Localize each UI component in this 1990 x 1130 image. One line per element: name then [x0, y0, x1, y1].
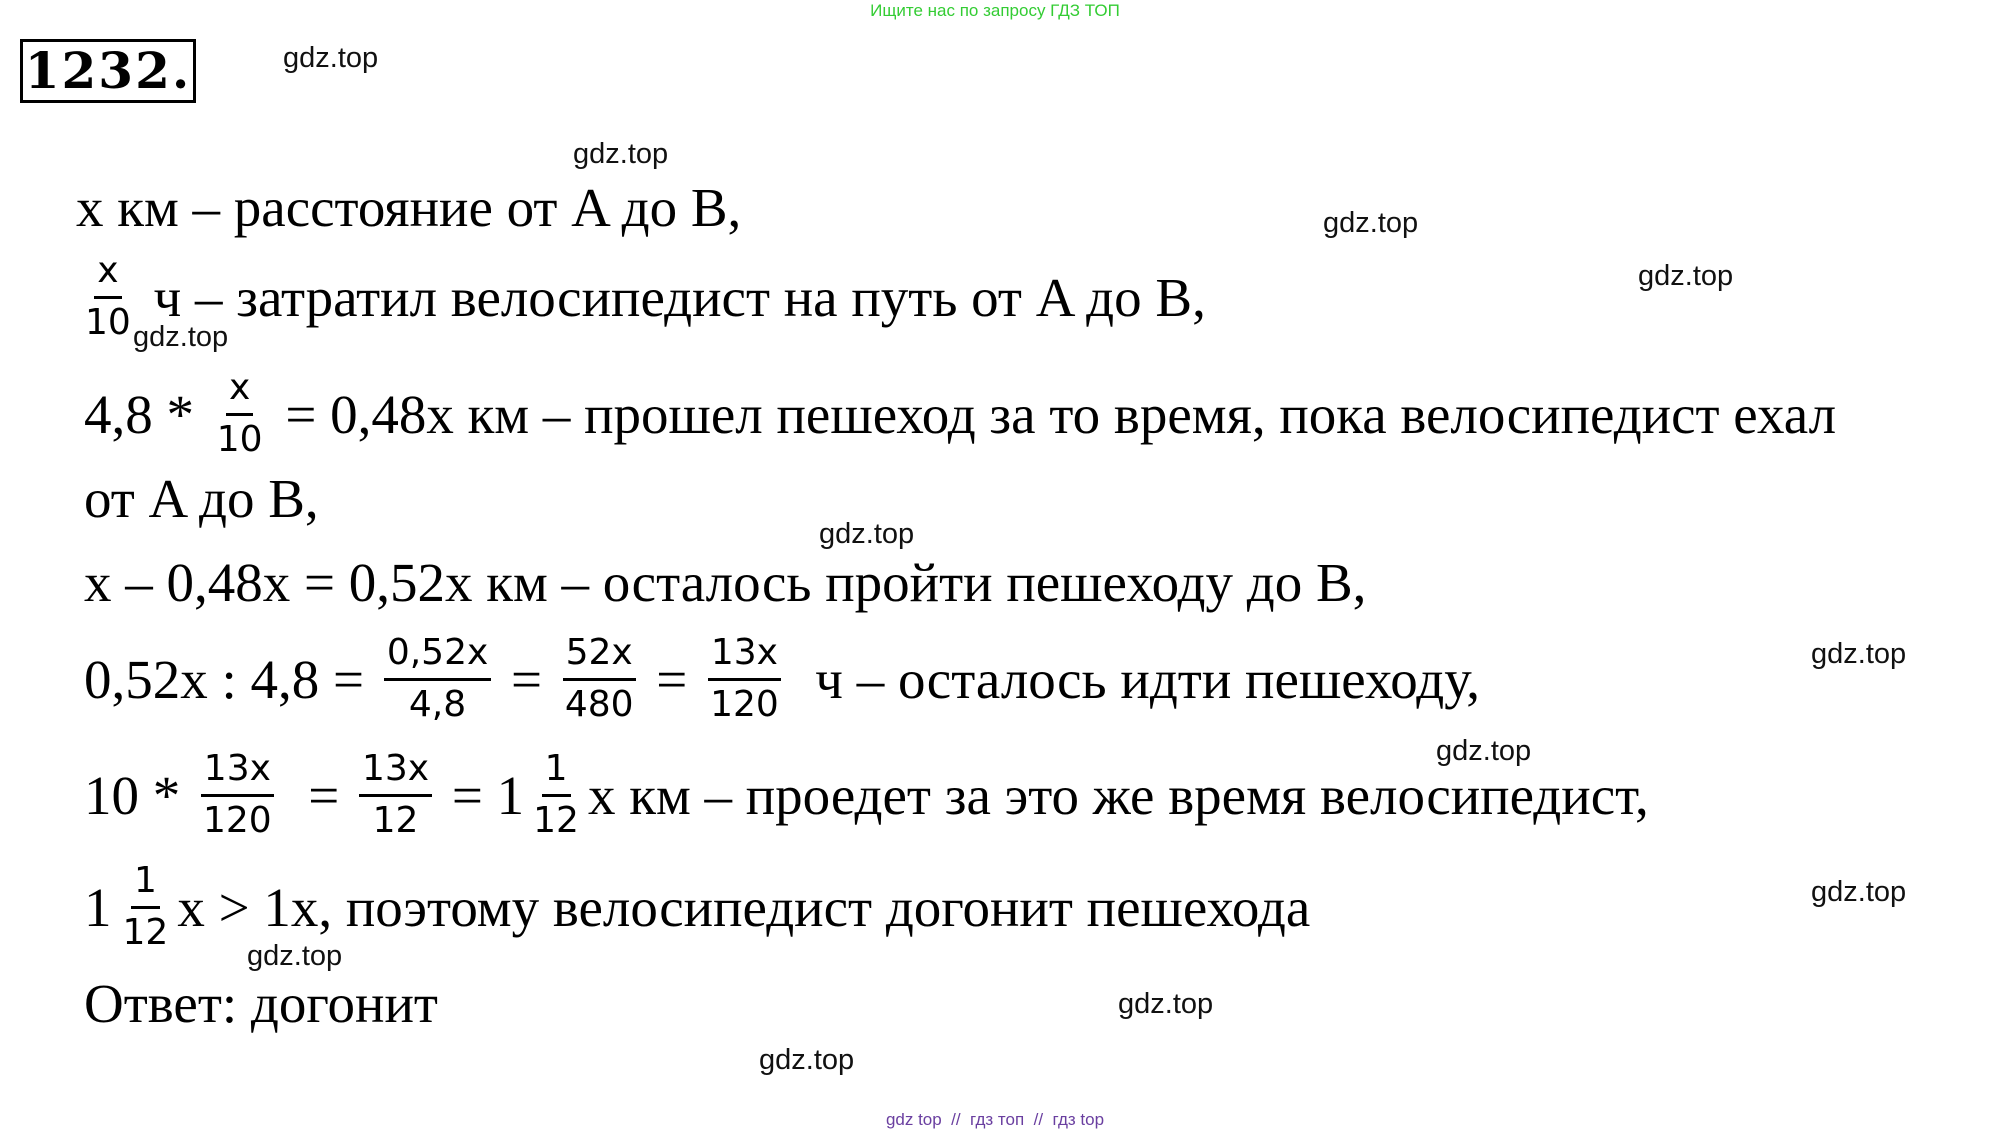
fraction-denominator: 10: [216, 418, 263, 460]
equals-sign: = 1: [438, 764, 525, 826]
problem-number-box: 1232.: [20, 39, 196, 103]
fraction: [359, 749, 432, 841]
watermark: gdz.top: [573, 138, 669, 170]
fraction-denominator: 12: [372, 799, 419, 841]
solution-line-5: [84, 527, 1366, 637]
fraction-denominator: 480: [564, 683, 634, 725]
fraction-denominator: 4,8: [408, 683, 467, 725]
fraction-denominator: 10: [85, 301, 131, 343]
mixed-number-whole: 1: [84, 876, 112, 938]
fraction: [707, 633, 782, 725]
line-text: x > 1x, поэтому велосипедист догонит пешехода: [177, 876, 1311, 938]
equals-sign: =: [497, 648, 556, 710]
line-prefix: 4,8 *: [84, 383, 208, 445]
fraction-numerator: 13x: [708, 633, 781, 680]
footer-watermark: gdz top // гдз топ // гдз top: [885, 1110, 1105, 1129]
line-text: x км – расстояние от A до B,: [76, 176, 742, 238]
solution-line-7: [84, 740, 1649, 850]
watermark: gdz.top: [819, 518, 915, 550]
watermark: gdz.top: [1811, 876, 1907, 908]
watermark: gdz.top: [1118, 988, 1214, 1020]
fraction: [562, 633, 637, 725]
line-text: от A до B,: [84, 467, 319, 529]
answer-text: Ответ: догонит: [84, 972, 438, 1034]
fraction: [530, 749, 582, 841]
solution-line-8: [84, 852, 1310, 962]
fraction-numerator: 52x: [563, 633, 636, 680]
fraction-numerator: 0,52x: [384, 633, 491, 680]
line-text: x км – проедет за это же время велосипедист,: [587, 764, 1649, 826]
line-text: ч – осталось идти пешеходу,: [787, 648, 1480, 710]
equals-sign: =: [642, 648, 702, 710]
fraction-numerator: x: [94, 251, 121, 298]
fraction-numerator: 1: [542, 749, 571, 796]
watermark: gdz.top: [1436, 735, 1532, 767]
fraction-denominator: 12: [122, 911, 169, 953]
search-hint-banner: Ищите нас по запросу ГДЗ ТОП: [870, 1, 1120, 20]
equals-sign: =: [280, 764, 353, 826]
fraction-denominator: 120: [203, 799, 272, 841]
watermark: gdz.top: [1323, 207, 1419, 239]
fraction-denominator: 12: [533, 799, 579, 841]
fraction-numerator: 13x: [201, 749, 274, 796]
fraction: [384, 633, 491, 725]
watermark: gdz.top: [1811, 638, 1907, 670]
line-text: x – 0,48x = 0,52x км – осталось пройти пешеходу до B,: [84, 551, 1367, 613]
solution-line-6: [84, 624, 1480, 734]
line-prefix: 0,52x : 4,8 =: [84, 648, 378, 710]
watermark: gdz.top: [759, 1044, 855, 1076]
watermark: gdz.top: [247, 940, 343, 972]
fraction-numerator: 1: [131, 861, 160, 908]
watermark: gdz.top: [1638, 260, 1734, 292]
line-text: = 0,48x км – прошел пешеход за то время, пока велосипедист ехал: [271, 383, 1837, 445]
fraction-denominator: 120: [710, 683, 779, 725]
fraction: [120, 861, 172, 953]
line-text: ч – затратил велосипедист на путь от A до B,: [139, 266, 1206, 328]
answer-line: [84, 948, 438, 1058]
solution-line-2: [76, 242, 1206, 352]
fraction-numerator: 13x: [359, 749, 432, 796]
fraction: [82, 251, 134, 343]
solution-line-3: [84, 359, 1836, 469]
watermark: gdz.top: [133, 321, 229, 353]
fraction-numerator: x: [226, 368, 253, 415]
watermark: gdz.top: [283, 42, 379, 74]
line-prefix: 10 *: [84, 764, 194, 826]
fraction: [200, 749, 275, 841]
